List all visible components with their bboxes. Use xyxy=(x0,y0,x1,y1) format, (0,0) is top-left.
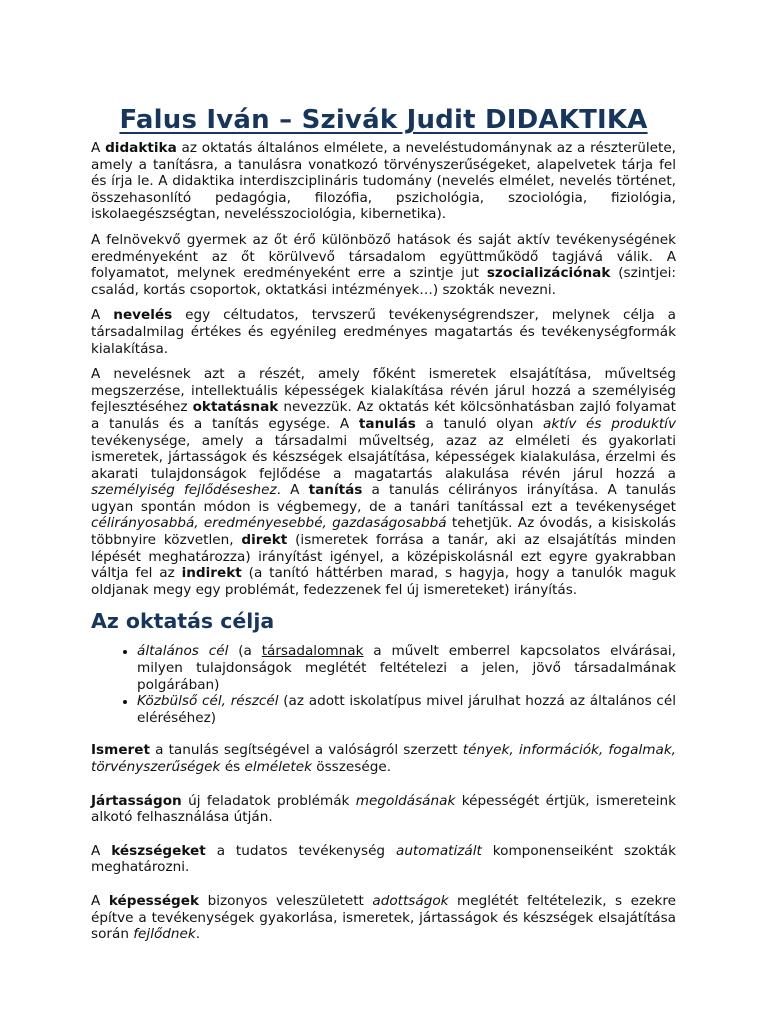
text: bizonyos veleszületett xyxy=(199,892,373,909)
term-szocializacio: szocializációnak xyxy=(486,265,611,282)
text: . xyxy=(195,926,201,943)
term-keszseg: készségeket xyxy=(111,842,206,859)
text: A xyxy=(91,892,109,909)
term-tanitas: tanítás xyxy=(308,482,363,499)
term-didaktika: didaktika xyxy=(105,140,177,156)
term-ismeret: Ismeret xyxy=(91,742,150,759)
term-direkt: direkt xyxy=(241,532,288,549)
paragraph-szocializacio xyxy=(91,232,676,298)
emphasis: célirányosabbá, eredményesebbé, gazdaságosabbá xyxy=(91,515,447,532)
underlined-word: társadalomnak xyxy=(261,643,364,660)
term-neveles: nevelés xyxy=(113,307,173,324)
text: (az adott iskolatípus mivel járulhat hozzá az általános cél eléréséhez) xyxy=(137,693,676,726)
text: és xyxy=(220,759,245,775)
text: tehetjük. Az óvodás, a kisiskolás többnyire közvetlen, xyxy=(91,515,676,549)
text: a tanulás segítségével a valóságról szerzett xyxy=(149,742,463,759)
document-title: Falus Iván – Szivák Judit DIDAKTIKA xyxy=(119,105,648,135)
emphasis: Közbülső cél, részcél xyxy=(137,693,284,710)
text: képességét értjük, ismereteink alkotó felhasználása útján. xyxy=(91,792,676,826)
emphasis: elméletek xyxy=(244,759,312,775)
term-indirekt: indirekt xyxy=(181,565,242,582)
text: A xyxy=(91,307,114,324)
text: nevezzük. Az oktatás két kölcsönhatásban zajló folyamat a tanulás és a tanítás egysége. A xyxy=(91,399,676,432)
text: komponenseiként szokták meghatározni. xyxy=(91,842,676,876)
emphasis: aktív és produktív xyxy=(543,415,676,432)
term-tanulas: tanulás xyxy=(358,415,416,432)
paragraph-didaktika xyxy=(91,140,676,223)
text: A xyxy=(91,842,112,859)
goals-list xyxy=(91,643,676,726)
term-jartassag: Jártasságon xyxy=(91,792,182,809)
paragraph-ismeret xyxy=(91,742,676,775)
paragraph-neveles xyxy=(91,307,676,357)
text: . A xyxy=(276,482,309,499)
text: új feladatok problémák xyxy=(181,792,356,809)
list-item xyxy=(137,643,676,693)
paragraph-kepesseg xyxy=(91,893,676,943)
text: a művelt emberrel kapcsolatos elvárásai, milyen tulajdonságok meglétét feltételezi a jelen, jövő társadalmának polgárában) xyxy=(137,643,677,693)
text: A felnövekvő gyermek az őt érő különböző hatások és saját aktív tevékenységének eredményeként az őt körülvevő társadalom együttműködő tagjává válik. A folyamatot, melynek eredményeként erre a szintje jut xyxy=(91,231,676,282)
paragraph-keszseg xyxy=(91,843,676,876)
text: (ismeretek forrása a tanár, aki az elsajátítás minden lépését meghatározza) irányítást igényel, a középiskolásnál ezt egyre gyakrabban váltja fel az xyxy=(91,532,676,582)
list-item xyxy=(137,693,676,726)
term-kepesseg: képességek xyxy=(108,892,200,909)
text: (a tanító háttérben marad, s hagyja, hogy a tanulók maguk oldjanak megy egy problémát, fedezzenek fel új ismereteket) irányítás. xyxy=(91,565,676,598)
paragraph-jartassag xyxy=(91,793,676,826)
document-page xyxy=(91,100,676,952)
term-oktatas: oktatásnak xyxy=(192,399,279,416)
text: összesége. xyxy=(311,759,392,775)
text: (a xyxy=(228,643,262,660)
text: a tanuló olyan xyxy=(415,415,544,432)
emphasis: fejlődnek xyxy=(133,926,196,943)
section-heading: Az oktatás célja xyxy=(91,609,275,634)
text: az oktatás általános elmélete, a neveléstudománynak az a részterülete, amely a tanításra, a tanulásra vonatkozó törvényszerűségeket, alapelvetek tárja fel és írja le. A didaktika interdiszciplináris tudomány (nevelés elmélet, nevelés történet, összehasonlító pedagógia, filozófia, pszichológia, szociológia, fiziológia, iskolaegészségtan, nevelésszociológia, kibernetika). xyxy=(91,140,676,223)
emphasis: személyiség fejlődéseshez xyxy=(91,482,277,499)
emphasis: adottságok xyxy=(372,892,449,909)
emphasis: általános cél xyxy=(137,643,229,660)
emphasis: megoldásának xyxy=(355,792,456,809)
text: egy céltudatos, tervszerű tevékenységrendszer, melynek célja a társadalmilag értékes és egyénileg eredményes magatartás és tevékenységformák kialakítása. xyxy=(91,307,676,357)
text: meglétét feltételezik, s ezekre építve a tevékenységek gyakorlása, ismeretek, jártasságok és készségek elsajátítása során xyxy=(91,892,676,943)
text: (szintjei: család, kortás csoportok, oktatkási intézmények…) szokták nevezni. xyxy=(91,265,676,298)
emphasis: automatizált xyxy=(395,842,482,859)
text: A nevelésnek azt a részét, amely főként ismeretek elsajátítása, műveltség megszerzése, intellektuális képességek kialakítása révén járul hozzá a személyiség fejlesztéséhez xyxy=(91,366,676,416)
text: a tudatos tevékenység xyxy=(205,842,396,859)
paragraph-oktatas xyxy=(91,366,676,598)
text: tevékenysége, amely a társadalmi műveltség, azaz az elméleti és gyakorlati ismeretek, jártasságok és készségek elsajátítása, képességek kialakulása, érzelmi és akarati tulajdonságok fejlődése a magatartás alakulása révén járul hozzá a xyxy=(91,432,676,482)
emphasis: tények, információk, fogalmak, törvényszerűségek xyxy=(91,742,677,775)
text: A xyxy=(91,140,106,156)
text: a tanulás célirányos irányítása. A tanulás ugyan spontán módon is végbemegy, de a tanári tanítással ezt a tevékenységet xyxy=(91,482,676,515)
